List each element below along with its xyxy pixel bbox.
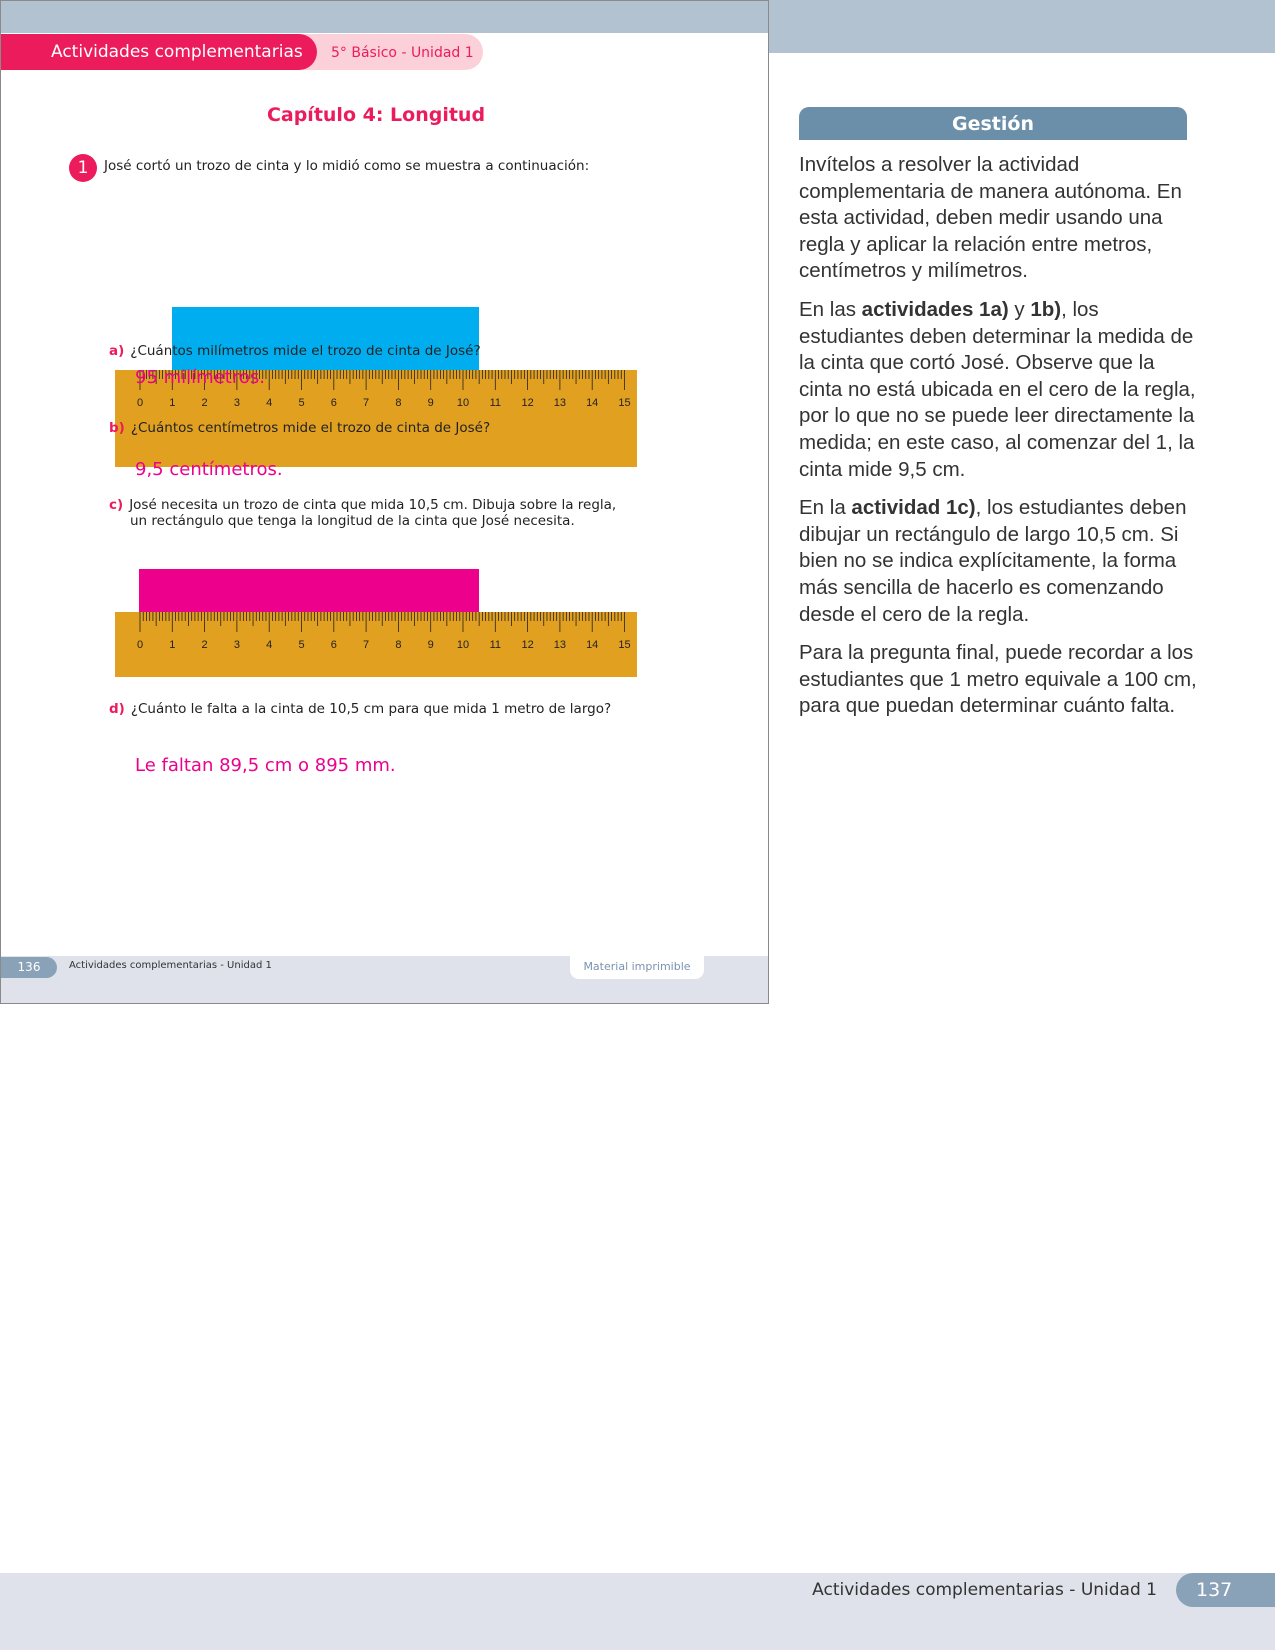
ruler-label: 12 — [521, 397, 534, 409]
question-b — [109, 420, 490, 436]
top-band — [768, 0, 1275, 53]
paragraph: Invítelos a resolver la actividad complementaria de manera autónoma. En esta actividad, deben medir usando una regla y aplicar la relación entre metros, centímetros y milímetros. — [799, 153, 1182, 283]
ruler-label: 13 — [553, 639, 567, 651]
text: En la — [799, 496, 852, 520]
ruler-label: 5 — [298, 397, 305, 409]
question-d — [109, 701, 611, 717]
bold-text: actividades 1a) — [861, 297, 1009, 321]
footer-text: Actividades complementarias - Unidad 1 — [69, 960, 272, 971]
gestion-header: Gestión — [799, 107, 1187, 140]
page-number: 136 — [1, 957, 57, 978]
blue-tape — [172, 307, 479, 371]
ruler-label: 9 — [427, 397, 434, 409]
question-text: un rectángulo que tenga la longitud de la cinta que José necesita. — [130, 513, 575, 529]
ruler-label: 11 — [489, 639, 502, 651]
question-text: ¿Cuánto le falta a la cinta de 10,5 cm para que mida 1 metro de largo? — [130, 701, 612, 717]
ruler-label: 12 — [521, 639, 534, 651]
ruler-label: 0 — [136, 639, 144, 651]
text: , los estudiantes deben determinar la medida de la cinta que cortó José. Observe que la cinta no está ubicada en el cero de la regla, por lo que no se puede leer directamente la medida; en este caso, al comenzar del 1, la cinta mide 9,5 cm. — [799, 297, 1196, 481]
ruler-label: 6 — [330, 397, 337, 409]
text: En las — [799, 297, 862, 321]
page-number: 137 — [1176, 1573, 1275, 1607]
section-tab: Actividades complementarias — [1, 34, 317, 70]
ruler-label: 3 — [233, 397, 240, 409]
question-label: c) — [109, 497, 124, 513]
ruler-label: 15 — [618, 639, 631, 651]
ruler-label: 5 — [298, 639, 305, 651]
activity-prompt: José cortó un trozo de cinta y lo midió como se muestra a continuación: — [104, 158, 590, 174]
ruler-label: 10 — [456, 639, 470, 651]
left-page — [0, 0, 769, 1004]
question-label: a) — [109, 343, 125, 359]
text: , los estudiantes deben dibujar un rectángulo de largo 10,5 cm. Si bien no se indica explícitamente, la forma más sencilla de hacerlo es comenzando desde el cero de la regla. — [799, 496, 1187, 626]
text: y — [1008, 297, 1031, 321]
footer-text: Actividades complementarias - Unidad 1 — [812, 1580, 1157, 1600]
ruler-label: 8 — [395, 639, 402, 651]
ruler-label: 14 — [586, 397, 599, 409]
ruler-label: 1 — [169, 397, 176, 409]
ruler-label: 6 — [330, 639, 337, 651]
answer-a: 95 milímetros. — [135, 367, 265, 388]
ruler-label: 13 — [553, 397, 567, 409]
ruler-scale — [115, 612, 637, 672]
question-text: ¿Cuántos milímetros mide el trozo de cinta de José? — [130, 343, 481, 359]
pink-tape-answer — [139, 569, 479, 613]
ruler-label: 2 — [201, 639, 208, 651]
bold-text: actividad 1c) — [851, 496, 976, 520]
ruler-label: 3 — [233, 639, 240, 651]
question-text: ¿Cuántos centímetros mide el trozo de cinta de José? — [130, 420, 491, 436]
question-c — [109, 497, 616, 529]
printable-tag: Material imprimible — [570, 956, 704, 979]
chapter-title: Capítulo 4: Longitud — [266, 104, 486, 126]
ruler-label: 15 — [618, 397, 631, 409]
ruler-label: 1 — [169, 639, 176, 651]
paragraph — [799, 495, 1199, 628]
gestion-text — [799, 152, 1199, 732]
ruler-label: 0 — [136, 397, 144, 409]
bold-text: 1b) — [1030, 297, 1062, 321]
ruler-label: 7 — [363, 397, 370, 409]
answer-b: 9,5 centímetros. — [135, 459, 283, 480]
activity-number: 1 — [69, 154, 97, 182]
ruler-label: 9 — [427, 639, 434, 651]
page-top-bar — [1, 1, 768, 33]
ruler-label: 4 — [266, 397, 273, 409]
ruler-label: 10 — [456, 397, 470, 409]
paragraph — [799, 297, 1199, 483]
ruler-label: 2 — [201, 397, 208, 409]
ruler-label: 8 — [395, 397, 402, 409]
question-text: José necesita un trozo de cinta que mida 10,5 cm. Dibuja sobre la regla, — [129, 497, 617, 513]
level-tab: 5° Básico - Unidad 1 — [291, 34, 483, 70]
question-label: b) — [109, 420, 125, 436]
ruler-label: 14 — [586, 639, 599, 651]
ruler-label: 7 — [363, 639, 370, 651]
paragraph: Para la pregunta final, puede recordar a los estudiantes que 1 metro equivale a 100 cm, para que puedan determinar cuánto falta. — [799, 641, 1197, 718]
ruler-label: 4 — [266, 639, 273, 651]
ruler — [115, 612, 637, 677]
question-a — [109, 343, 481, 359]
ruler-label: 11 — [489, 397, 502, 409]
question-label: d) — [109, 701, 125, 717]
answer-d: Le faltan 89,5 cm o 895 mm. — [135, 755, 396, 776]
